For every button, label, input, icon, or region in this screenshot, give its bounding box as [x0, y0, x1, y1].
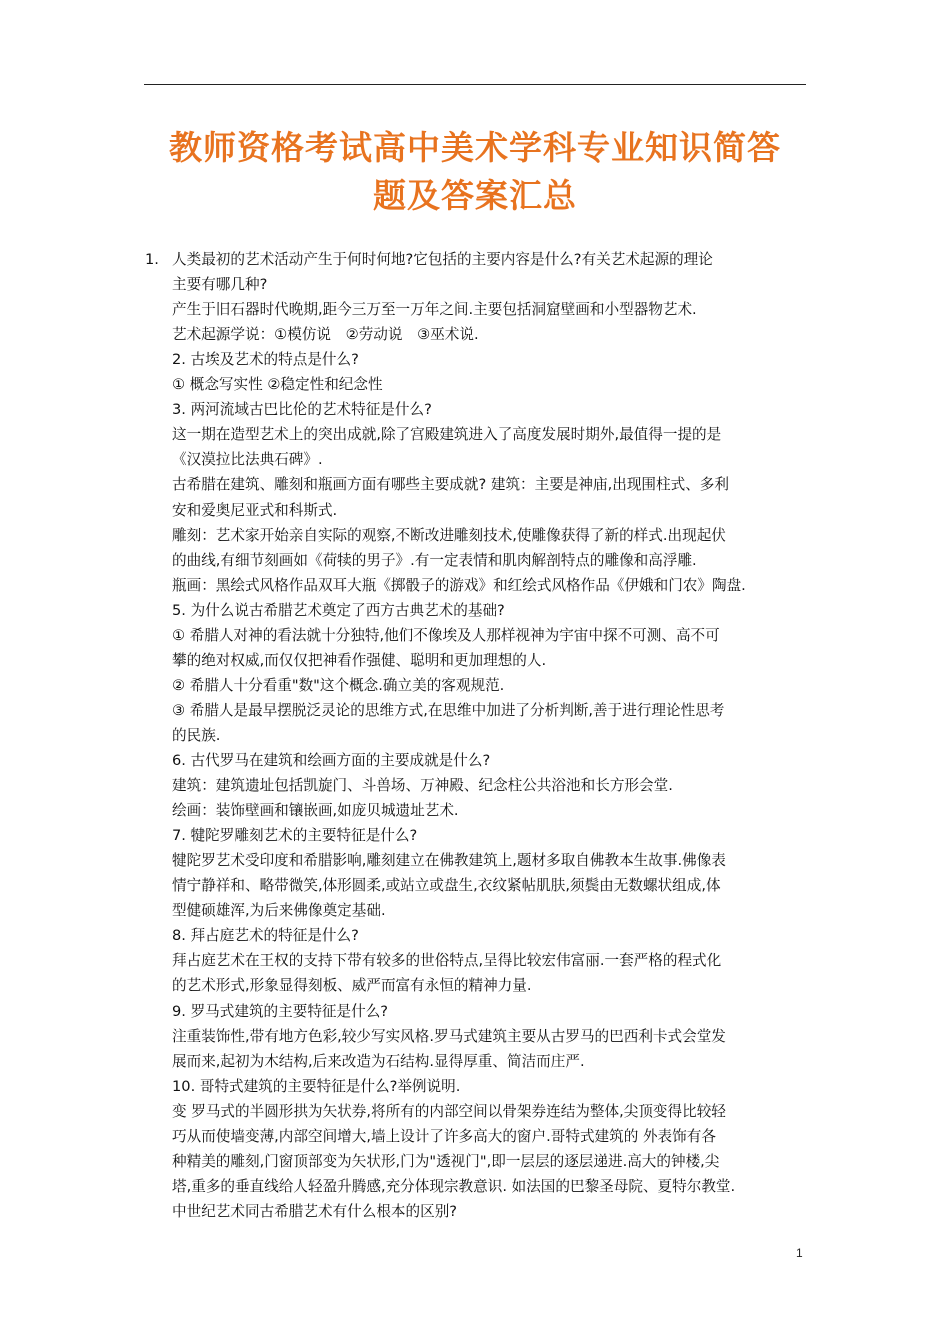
- page-number: 1: [796, 1246, 803, 1260]
- body-line: 主要有哪几种?: [172, 276, 268, 294]
- body-line: 的曲线,有细节刻画如《荷犊的男子》.有一定表情和肌肉解剖特点的雕像和高浮雕.: [172, 551, 697, 569]
- body-line: 的民族.: [172, 726, 221, 744]
- body-line: 瓶画：黑绘式风格作品双耳大瓶《掷骰子的游戏》和红绘式风格作品《伊娥和门农》陶盘.: [172, 576, 746, 594]
- body-line: 注重装饰性,带有地方色彩,较少写实风格.罗马式建筑主要从古罗马的巴西利卡式会堂发: [172, 1027, 726, 1045]
- body-line: 巧从而使墙变薄,内部空间增大,墙上设计了许多高大的窗户.哥特式建筑的 外表饰有各: [172, 1127, 716, 1145]
- title-line-1: 教师资格考试高中美术学科专业知识简答: [169, 128, 781, 167]
- title-line-2: 题及答案汇总: [373, 176, 577, 215]
- body-line: 产生于旧石器时代晚期,距今三万至一万年之间.主要包括洞窟壁画和小型器物艺术.: [172, 301, 697, 319]
- body-line: 犍陀罗艺术受印度和希腊影响,雕刻建立在佛教建筑上,题材多取自佛教本生故事.佛像表: [172, 852, 726, 870]
- body-line: 展而来,起初为木结构,后来改造为石结构.显得厚重、简洁而庄严.: [172, 1052, 585, 1070]
- body-line: 的艺术形式,形象显得刻板、威严而富有永恒的精神力量.: [172, 977, 532, 995]
- body-line: 8. 拜占庭艺术的特征是什么?: [172, 927, 359, 945]
- body-line: 绘画：装饰壁画和镶嵌画,如庞贝城遗址艺术.: [172, 802, 459, 820]
- body-line: 9. 罗马式建筑的主要特征是什么?: [172, 1002, 389, 1020]
- body-line: 攀的绝对权威,而仅仅把神看作强健、聪明和更加理想的人.: [172, 651, 547, 669]
- body-line: 这一期在造型艺术上的突出成就,除了宫殿建筑进入了高度发展时期外,最值得一提的是: [172, 426, 722, 444]
- list-number: 1.: [145, 251, 159, 268]
- body-line: 变 罗马式的半圆形拱为矢状券,将所有的内部空间以骨架券连结为整体,尖顶变得比较轻: [172, 1102, 726, 1120]
- body-line: 情宁静祥和、略带微笑,体形圆柔,或站立或盘生,衣纹紧帖肌肤,须鬓由无数螺状组成,体: [172, 877, 721, 895]
- body-line: 种精美的雕刻,门窗顶部变为矢状形,门为"透视门",即一层层的逐层递进.高大的钟楼,尖: [172, 1152, 720, 1170]
- body-line: ② 希腊人十分看重"数"这个概念.确立美的客观规范.: [172, 676, 505, 694]
- body-line: ① 希腊人对神的看法就十分独特,他们不像埃及人那样视神为宇宙中探不可测、高不可: [172, 626, 720, 644]
- body-line: 5. 为什么说古希腊艺术奠定了西方古典艺术的基础?: [172, 601, 505, 619]
- body-line: 雕刻：艺术家开始亲自实际的观察,不断改进雕刻技术,使雕像获得了新的样式.出现起伏: [172, 526, 726, 544]
- body-line: 安和爱奥尼亚式和科斯式.: [172, 501, 338, 519]
- body-line: 《汉漠拉比法典石碑》.: [172, 451, 323, 469]
- body-line: 2. 古埃及艺术的特点是什么?: [172, 351, 359, 369]
- body-line: ① 概念写实性 ②稳定性和纪念性: [172, 376, 383, 394]
- body-line: 古希腊在建筑、雕刻和瓶画方面有哪些主要成就? 建筑：主要是神庙,出现围柱式、多利: [172, 476, 729, 494]
- body-line: 人类最初的艺术活动产生于何时何地?它包括的主要内容是什么?有关艺术起源的理论: [172, 251, 713, 268]
- body-line: 拜占庭艺术在王权的支持下带有较多的世俗特点,呈得比较宏伟富丽.一套严格的程式化: [172, 952, 722, 970]
- body-line: 塔,重多的垂直线给人轻盈升腾感,充分体现宗教意识. 如法国的巴黎圣母院、夏特尔教堂.: [172, 1177, 736, 1195]
- body-line: 6. 古代罗马在建筑和绘画方面的主要成就是什么?: [172, 752, 491, 769]
- body-line: 10. 哥特式建筑的主要特征是什么?举例说明.: [172, 1077, 461, 1095]
- body-line: 艺术起源学说：①模仿说 ②劳动说 ③巫术说.: [172, 326, 479, 344]
- body-line: 中世纪艺术同古希腊艺术有什么根本的区别?: [172, 1202, 458, 1220]
- body-line: 建筑：建筑遗址包括凯旋门、斗兽场、万神殿、纪念柱公共浴池和长方形会堂.: [172, 777, 673, 795]
- body-line: 7. 犍陀罗雕刻艺术的主要特征是什么?: [172, 827, 418, 845]
- document-title: [120, 124, 830, 220]
- body-line: 3. 两河流域古巴比伦的艺术特征是什么?: [172, 401, 432, 419]
- body-line: ③ 希腊人是最早摆脱泛灵论的思维方式,在思维中加进了分析判断,善于进行理论性思考: [172, 701, 725, 719]
- header-rule: [144, 84, 806, 85]
- body-line: 型健硕雄浑,为后来佛像奠定基础.: [172, 902, 386, 920]
